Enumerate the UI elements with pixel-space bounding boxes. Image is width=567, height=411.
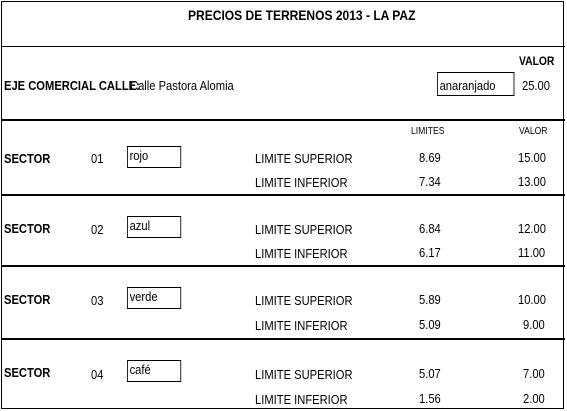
limit-value: 5.07 bbox=[419, 366, 441, 381]
price-value: 2.00 bbox=[523, 391, 545, 406]
limit-value: 7.34 bbox=[419, 174, 441, 189]
sector-color-box: rojo bbox=[127, 146, 181, 168]
sector-label: SECTOR bbox=[4, 365, 51, 380]
price-value: 10.00 bbox=[518, 292, 546, 307]
divider bbox=[1, 338, 565, 340]
limit-name: LIMITE INFERIOR bbox=[255, 175, 348, 190]
sector-color-box: café bbox=[127, 360, 181, 382]
limit-value: 5.89 bbox=[419, 292, 441, 307]
limit-value: 1.56 bbox=[419, 391, 441, 406]
limit-name: LIMITE INFERIOR bbox=[255, 392, 348, 407]
divider bbox=[1, 119, 565, 121]
limit-value: 6.84 bbox=[419, 221, 441, 236]
limit-name: LIMITE SUPERIOR bbox=[255, 367, 353, 382]
price-value: 12.00 bbox=[518, 221, 546, 236]
sector-number: 04 bbox=[91, 367, 104, 382]
sector-number: 01 bbox=[91, 151, 104, 166]
sector-number: 03 bbox=[91, 293, 104, 308]
sector-number: 02 bbox=[91, 222, 104, 237]
limit-name: LIMITE SUPERIOR bbox=[255, 222, 353, 237]
valor-column-header: VALOR bbox=[519, 126, 548, 137]
limit-name: LIMITE INFERIOR bbox=[255, 318, 348, 333]
divider bbox=[1, 265, 565, 267]
eje-label: EJE COMERCIAL CALLE: bbox=[4, 78, 140, 93]
limit-name: LIMITE SUPERIOR bbox=[255, 293, 353, 308]
divider bbox=[1, 46, 565, 47]
table-frame bbox=[1, 1, 564, 409]
sector-label: SECTOR bbox=[4, 151, 51, 166]
sector-color-box: azul bbox=[127, 216, 181, 238]
sector-color-box: verde bbox=[127, 287, 181, 309]
sector-label: SECTOR bbox=[4, 292, 51, 307]
limit-name: LIMITE INFERIOR bbox=[255, 246, 348, 261]
eje-street: Calle Pastora Alomia bbox=[130, 78, 234, 93]
price-value: 7.00 bbox=[523, 366, 545, 381]
limites-header: LIMITES bbox=[411, 126, 445, 137]
price-value: 11.00 bbox=[518, 245, 546, 260]
page-title: PRECIOS DE TERRENOS 2013 - LA PAZ bbox=[188, 7, 416, 23]
valor-header: VALOR bbox=[519, 54, 555, 68]
eje-color-box: anaranjado bbox=[437, 72, 514, 96]
divider bbox=[1, 194, 565, 196]
limit-value: 5.09 bbox=[419, 317, 441, 332]
price-value: 13.00 bbox=[518, 174, 546, 189]
sector-label: SECTOR bbox=[4, 221, 51, 236]
limit-name: LIMITE SUPERIOR bbox=[255, 151, 353, 166]
limit-value: 8.69 bbox=[419, 150, 441, 165]
eje-valor: 25.00 bbox=[522, 78, 550, 93]
price-value: 15.00 bbox=[518, 150, 546, 165]
limit-value: 6.17 bbox=[419, 245, 441, 260]
price-value: 9.00 bbox=[523, 317, 545, 332]
